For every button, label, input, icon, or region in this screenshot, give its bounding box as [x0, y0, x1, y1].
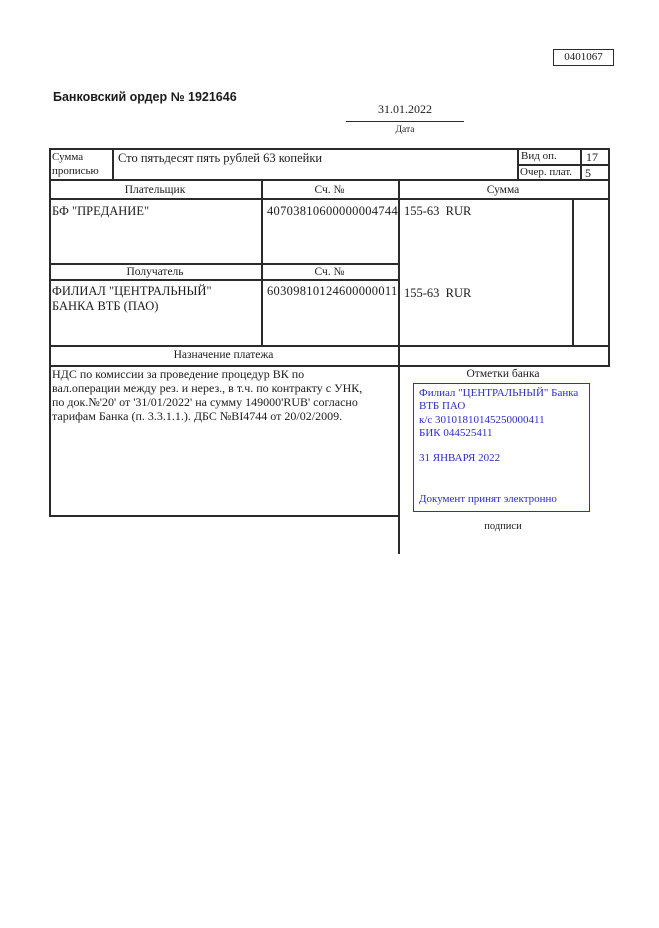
signatures-label: подписи: [484, 521, 522, 532]
table-border: [49, 515, 399, 517]
payer-account-header: Сч. №: [314, 184, 345, 196]
table-border: [580, 148, 582, 180]
stamp-bank-details: [419, 387, 578, 441]
table-border: [49, 263, 399, 265]
purpose-line: вал.операции между рез. и нерез., в т.ч. по контракту с УНК,: [52, 381, 363, 395]
table-border: [49, 198, 609, 200]
form-code: 0401067: [564, 51, 603, 63]
form-code-box: [553, 49, 614, 66]
payer-amount: 155-63 RUR: [404, 204, 472, 218]
stamp-bik: БИК 044525411: [419, 427, 493, 440]
vid-op-value: 17: [586, 150, 598, 164]
bank-marks-header: Отметки банка: [466, 368, 540, 380]
date-value: 31.01.2022: [346, 102, 464, 122]
table-border: [49, 148, 51, 516]
table-border: [517, 148, 519, 180]
payer-name: БФ "ПРЕДАНИЕ": [52, 204, 150, 218]
table-border: [49, 179, 609, 181]
ocher-plat-value: 5: [585, 165, 591, 180]
table-border: [572, 198, 574, 346]
stamp-note: Документ принят электронно: [419, 493, 557, 505]
payee-account: 60309810124600000011: [267, 284, 398, 298]
table-border: [261, 179, 263, 346]
table-border: [608, 148, 610, 367]
purpose-text: [52, 367, 397, 423]
payee-account-header: Сч. №: [314, 266, 345, 278]
document-title: Банковский ордер № 1921646: [53, 90, 237, 104]
payee-column-header: Получатель: [126, 266, 184, 278]
table-border: [112, 148, 114, 180]
stamp-date: 31 ЯНВАРЯ 2022: [419, 452, 501, 464]
ocher-plat-label: Очер. плат.: [520, 165, 573, 178]
stamp-bank-name-line: ВТБ ПАО: [419, 400, 466, 413]
purpose-header: Назначение платежа: [173, 349, 274, 361]
payee-name-line1: ФИЛИАЛ "ЦЕНТРАЛЬНЫЙ": [52, 284, 212, 298]
vid-op-label: Вид оп.: [521, 150, 557, 162]
amount-words: Сто пятьдесят пять рублей 63 копейки: [118, 151, 323, 165]
table-border: [49, 279, 399, 281]
purpose-line: по док.№'20' от '31/01/2022' на сумму 149000'RUB' согласно: [52, 395, 358, 409]
purpose-line: НДС по комиссии за проведение процедур ВК по: [52, 367, 305, 381]
payee-name: [52, 284, 212, 313]
stamp-bank-name-line: Филиал "ЦЕНТРАЛЬНЫЙ" Банка: [419, 387, 579, 399]
stamp-corr-account: к/с 30101810145250000411: [419, 413, 545, 426]
payee-amount: 155-63 RUR: [404, 286, 472, 300]
payer-column-header: Плательщик: [124, 184, 186, 196]
purpose-line: тарифам Банка (п. 3.3.1.1.). ДБС №BI4744 от 20/02/2009.: [52, 409, 343, 423]
bank-stamp-box: [413, 383, 590, 512]
amount-column-header: Сумма: [486, 184, 520, 196]
table-border: [49, 345, 609, 347]
amount-words-label: Сумма прописью: [52, 151, 99, 177]
table-border: [398, 179, 400, 554]
date-label: Дата: [395, 125, 415, 135]
payee-name-line2: БАНКА ВТБ (ПАО): [52, 298, 159, 313]
payer-account: 40703810600000004744: [267, 204, 398, 218]
